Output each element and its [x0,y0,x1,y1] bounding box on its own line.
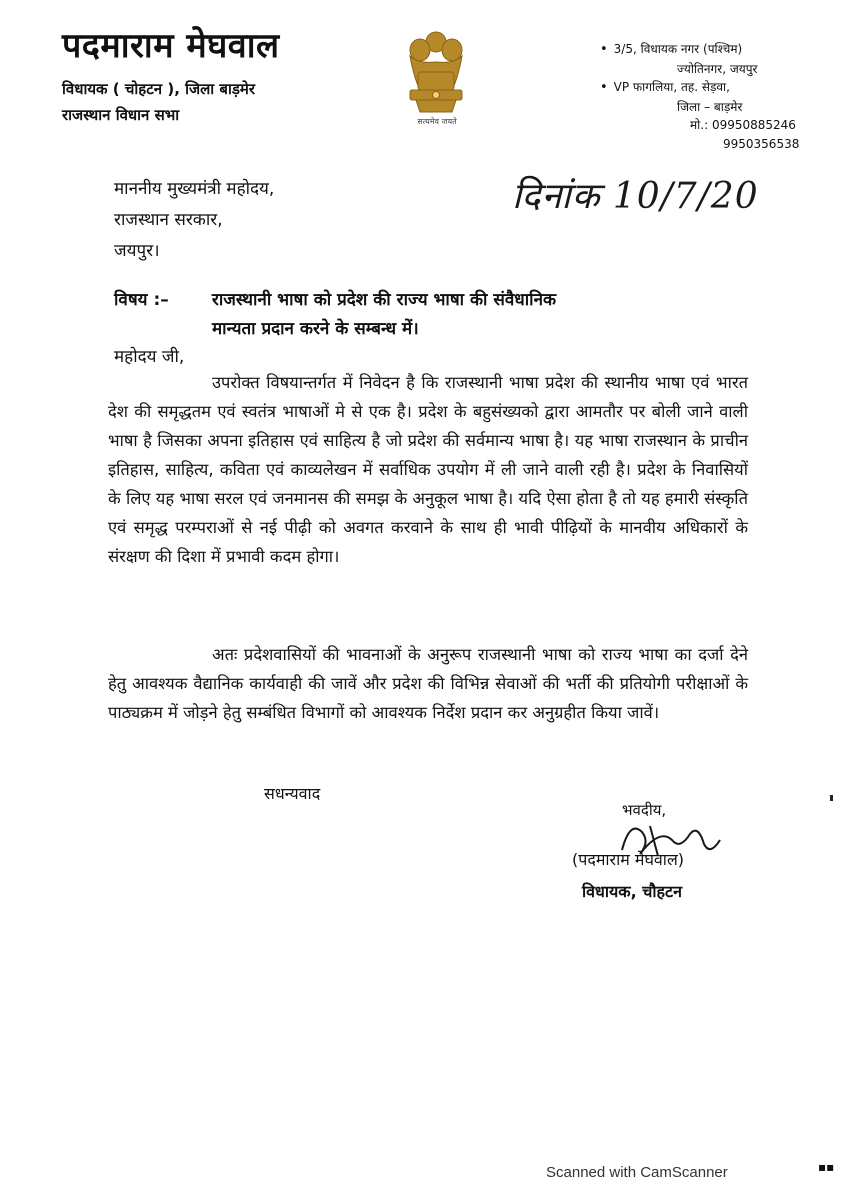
subject-line-1: राजस्थानी भाषा को प्रदेश की राज्य भाषा की संवैधानिक [211,290,557,310]
corner-mark: ▪▪ [818,1160,835,1174]
signature-name: (पदमाराम मेघवाल) [572,850,685,869]
address-jaipur-line-2: ज्योतिनगर, जयपुर [677,61,758,76]
body-paragraph-1: उपरोक्त विषयान्तर्गत में निवेदन है कि राजस्थानी भाषा प्रदेश की स्थानीय भाषा एवं भारत देश की समृद्धतम एवं स्वतंत्र भाषाओं मे से एक है। प्रदेश के बहुसंख्यको द्वारा आमतौर पर बोली जाने वाली भाषा है जिसका अपना इतिहास एवं साहित्य है जो प्रदेश की सर्वमान्य भाषा है। यह भाषा राजस्थान के प्राचीन इतिहास, साहित्य, कविता एवं काव्यलेखन में सर्वाधिक उपयोग में ली जाने वाली रही है। प्रदेश के निवासियों के लिए यह भाषा सरल एवं जनमानस की समझ के अनुकूल भाषा है। यदि ऐसा होता है तो यह हमारी संस्कृति एवं समृद्ध परम्पराओं से नई पीढ़ी को अवगत करवाने के साथ ही भावी पीढ़ियों के मानवीय अधिकारों के संरक्षण की दिशा में प्रभावी कदम होगा। [108,373,748,566]
address-village-line-2: जिला – बाड़मेर [677,99,743,114]
scanner-watermark: Scanned with CamScanner [546,1164,728,1181]
closing-thanks: सधन्यवाद [264,784,321,803]
sender-designation: विधायक ( चोहटन ), जिला बाड़मेर [62,80,255,98]
handwritten-date-text: दिनांक 10/7/20 [512,176,759,217]
handwritten-date [512,170,772,234]
sender-name: पदमाराम मेघवाल [62,26,280,66]
phone-number-1: मो.: 09950885246 [690,118,796,132]
signature-title: विधायक, चौहटन [582,882,682,901]
subject-line-2: मान्यता प्रदान करने के सम्बन्ध में। [212,319,419,339]
body-paragraph-2: अतः प्रदेशवासियों की भावनाओं के अनुरूप राजस्थानी भाषा को राज्य भाषा का दर्जा देने हेतु आवश्यक वैद्यानिक कार्यवाही की जावें और प्रदेश की विभिन्न सेवाओं की भर्ती की प्रतियोगी परीक्षाओं के पाठ्यक्रम में जोड़ने हेतु सम्बंधित विभागों को आवश्यक निर्देश प्रदान कर अनुग्रहीत किया जावें। [108,645,748,722]
recipient-line-1: माननीय मुख्यमंत्री महोदय, [114,179,275,199]
address-village-line-1: • VP फागलिया, तह. सेड़वा, [600,78,815,98]
margin-mark [830,795,833,801]
letterhead-sender [62,26,362,128]
salutation: महोदय जी, [114,347,185,367]
recipient-line-2: राजस्थान सरकार, [114,210,223,230]
letterhead-address [600,40,815,153]
emblem-motto: सत्यमेव जयते [417,117,457,126]
recipient-line-3: जयपुर। [114,241,160,261]
recipient-block [114,174,274,267]
address-jaipur-line-1: • 3/5, विधायक नगर (पश्चिम) [600,40,815,60]
signature-regards: भवदीय, [622,801,667,819]
subject-label: विषय :– [114,290,169,310]
phone-number-2: 9950356538 [723,136,800,151]
subject-block [114,286,754,344]
national-emblem-icon [396,28,476,136]
sender-assembly: राजस्थान विधान सभा [62,106,180,124]
